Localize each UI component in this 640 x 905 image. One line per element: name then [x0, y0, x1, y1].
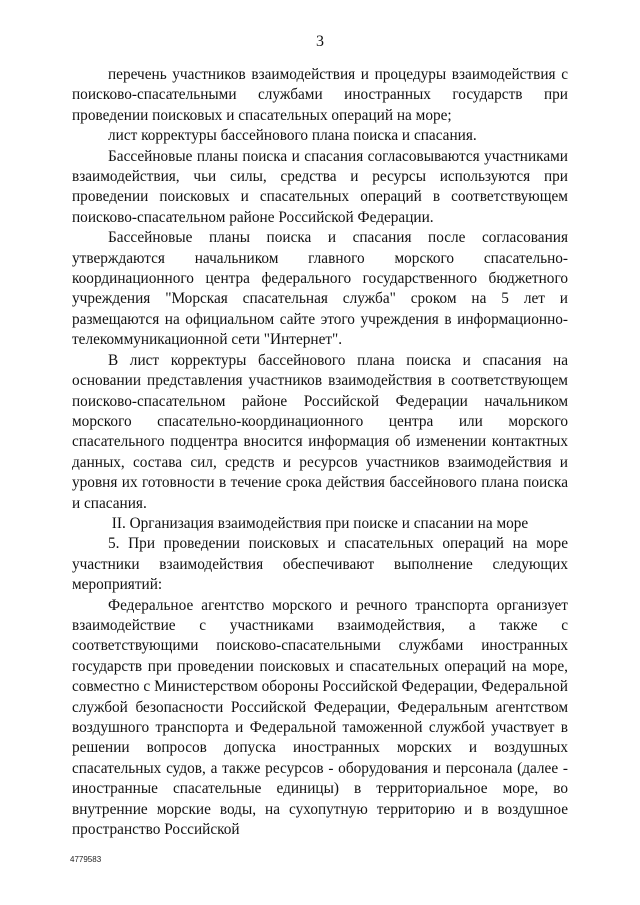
paragraph-item-5: 5. При проведении поисковых и спасательных операций на море участники взаимодействия обеспечивают выполнение следующих мероприятий: [72, 535, 568, 594]
paragraph-plans-approved: Бассейновые планы поиска и спасания после согласования утверждаются начальником главного морского спасательно-координационного центра федерального государственного бюджетного учреждения "Морская спасательная служба" сроком на 5 лет и размещаются на официальном сайте этого учреждения в информационно-телекоммуникационной сети "Интернет". [72, 229, 568, 349]
paragraph-rosmorrechflot: Федеральное агентство морского и речного транспорта организует взаимодействие с участниками взаимодействия, а также с соответствующими поисково-спасательными службами иностранных государств при проведении поисковых и спасательных операций на море, совместно с Министерством обороны Российской Федерации, Федеральной службой безопасности Российской Федерации, Федеральным агентством воздушного транспорта и Федеральной таможенной службой участвует в решении вопросов допуска иностранных морских и воздушных спасательных судов, а также ресурсов - оборудования и персонала (далее - иностранные спасательные единицы) в территориальное море, во внутренние морские воды, на сухопутную территорию и в воздушное пространство Российской [72, 596, 568, 839]
document-body [72, 65, 568, 840]
page-number: 3 [316, 33, 324, 50]
section-heading: II. Организация взаимодействия при поиске и спасании на море [111, 514, 529, 532]
paragraph-list-participants: перечень участников взаимодействия и процедуры взаимодействия с поисково-спасательными службами иностранных государств при проведении поисковых и спасательных операций на море; [72, 66, 568, 124]
document-code: 4779583 [70, 855, 102, 864]
paragraph-correction-updates: В лист корректуры бассейнового плана поиска и спасания на основании представления участников взаимодействия в соответствующем поисково-спасательном районе Российской Федерации начальником морского спасательно-координационного центра или морского спасательного подцентра вносится информация об изменении контактных данных, состава сил, средств и ресурсов участников взаимодействия и уровня их готовности в течение срока действия бассейнового плана поиска и спасания. [72, 351, 568, 512]
paragraph-correction-sheet: лист корректуры бассейнового плана поиска и спасания. [108, 127, 477, 145]
paragraph-plans-agreed: Бассейновые планы поиска и спасания согласовываются участниками взаимодействия, чьи силы, средства и ресурсы используются при проведении поисковых и спасательных операций в соответствующем поисково-спасательном районе Российской Федерации. [72, 147, 568, 226]
